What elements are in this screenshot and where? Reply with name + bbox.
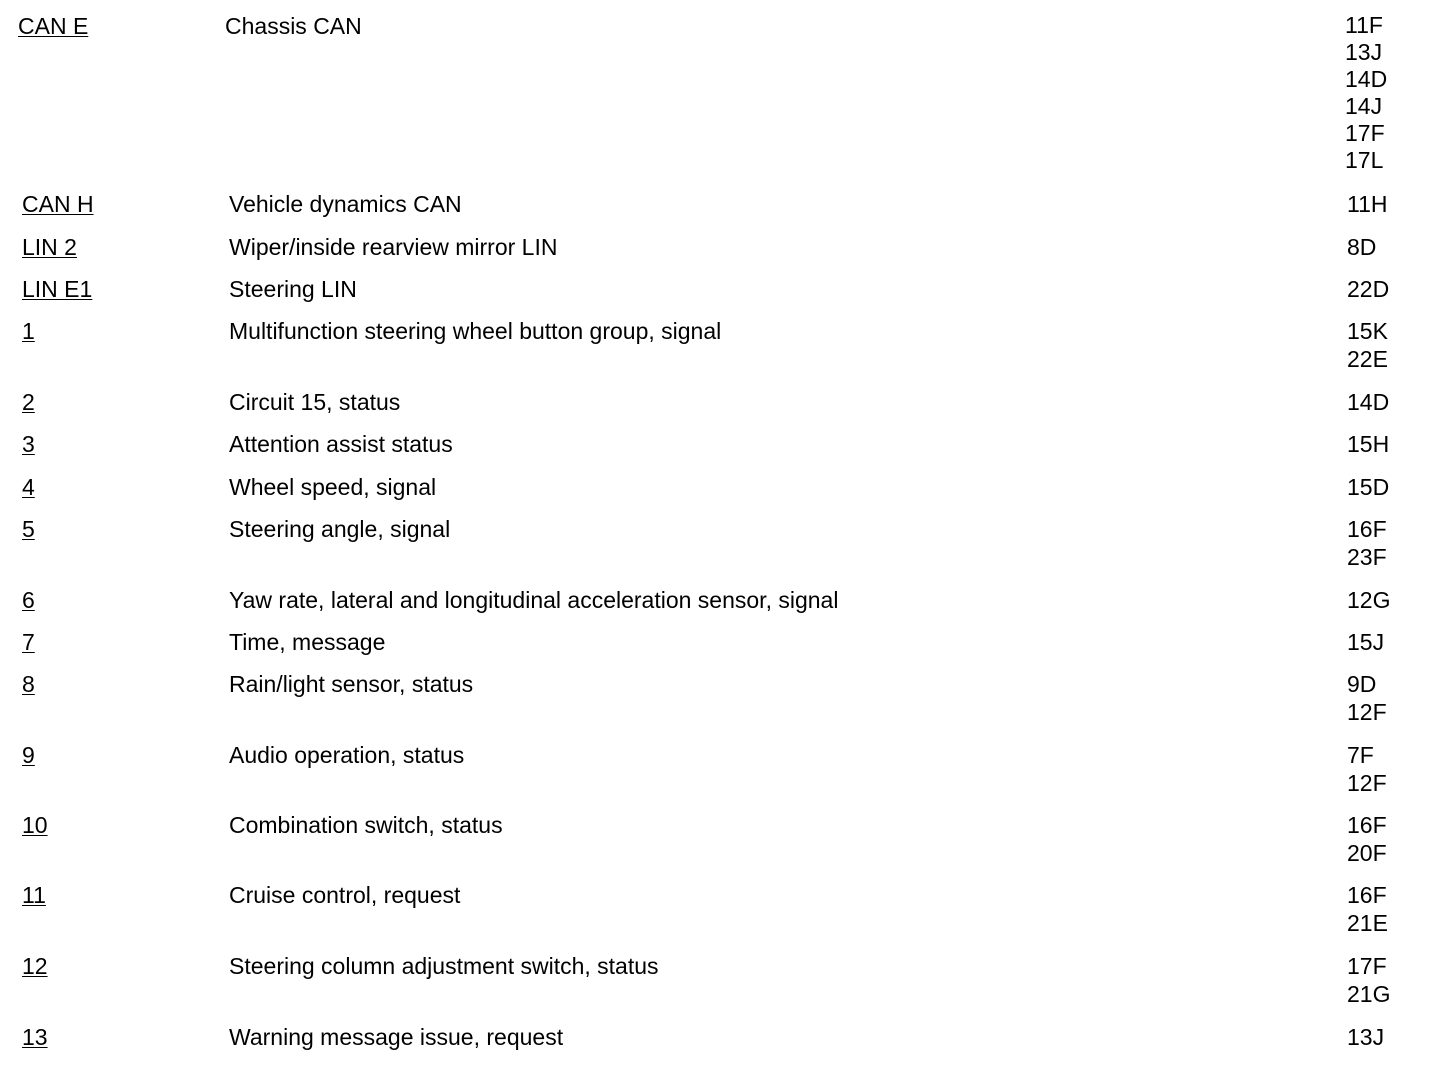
signal-description: Combination switch, status — [229, 812, 503, 838]
signal-code-link[interactable]: 4 — [22, 474, 35, 500]
grid-reference: 21E — [1347, 910, 1388, 936]
grid-reference: 15J — [1347, 629, 1385, 655]
signal-code-link[interactable]: CAN E — [18, 13, 89, 39]
grid-reference: 11F — [1345, 12, 1383, 38]
grid-references — [1345, 12, 1387, 174]
grid-references — [1347, 275, 1389, 303]
grid-references — [1347, 952, 1390, 1008]
signal-code-link[interactable]: 13 — [22, 1024, 48, 1050]
signal-code-link[interactable]: LIN E1 — [22, 276, 93, 302]
grid-reference: 16F — [1347, 516, 1387, 542]
grid-references — [1347, 233, 1376, 261]
signal-code-link[interactable]: 6 — [22, 587, 35, 613]
grid-reference: 15H — [1347, 431, 1390, 457]
grid-reference: 13J — [1345, 39, 1383, 65]
grid-references — [1347, 473, 1389, 501]
grid-reference: 16F — [1347, 882, 1387, 908]
grid-reference: 21G — [1347, 981, 1391, 1007]
signal-description: Steering column adjustment switch, status — [229, 953, 659, 979]
grid-reference: 14D — [1347, 389, 1390, 415]
signal-description: Multifunction steering wheel button group, signal — [229, 318, 722, 344]
grid-references — [1347, 430, 1389, 458]
grid-reference: 15K — [1347, 318, 1388, 344]
grid-references — [1347, 741, 1387, 797]
grid-references — [1347, 190, 1388, 218]
grid-references — [1347, 317, 1388, 373]
signal-description: Time, message — [229, 629, 386, 655]
grid-reference: 14J — [1345, 93, 1383, 119]
grid-reference: 8D — [1347, 234, 1377, 260]
grid-reference: 22E — [1347, 346, 1388, 372]
grid-references — [1347, 670, 1387, 726]
grid-reference: 16F — [1347, 812, 1387, 838]
signal-description: Warning message issue, request — [229, 1024, 564, 1050]
signal-description: Wheel speed, signal — [229, 474, 437, 500]
signal-code-link[interactable]: 12 — [22, 953, 48, 979]
grid-reference: 14D — [1345, 66, 1388, 92]
signal-description: Circuit 15, status — [229, 389, 401, 415]
signal-code-link[interactable]: CAN H — [22, 191, 94, 217]
signal-code-link[interactable]: 7 — [22, 629, 35, 655]
grid-reference: 12F — [1347, 770, 1387, 796]
grid-references — [1347, 586, 1390, 614]
signal-description: Yaw rate, lateral and longitudinal acceleration sensor, signal — [229, 587, 839, 613]
grid-reference: 11H — [1347, 191, 1388, 217]
grid-references — [1347, 811, 1387, 867]
signal-description: Steering angle, signal — [229, 516, 451, 542]
grid-reference: 12F — [1347, 699, 1387, 725]
grid-references — [1347, 1023, 1384, 1051]
grid-reference: 15D — [1347, 474, 1390, 500]
signal-description: Audio operation, status — [229, 742, 465, 768]
signal-code-link[interactable]: 2 — [22, 389, 35, 415]
grid-reference: 17F — [1345, 120, 1385, 146]
grid-references — [1347, 388, 1389, 416]
signal-description: Cruise control, request — [229, 882, 461, 908]
grid-reference: 12G — [1347, 587, 1391, 613]
grid-reference: 13J — [1347, 1024, 1385, 1050]
signal-description: Rain/light sensor, status — [229, 671, 474, 697]
signal-code-link[interactable]: 3 — [22, 431, 35, 457]
grid-reference: 9D — [1347, 671, 1377, 697]
signal-code-link[interactable]: 5 — [22, 516, 35, 542]
signal-description: Steering LIN — [229, 276, 357, 302]
signal-description: Chassis CAN — [225, 13, 362, 39]
grid-reference: 20F — [1347, 840, 1387, 866]
grid-references — [1347, 628, 1384, 656]
grid-reference: 23F — [1347, 544, 1387, 570]
signal-code-link[interactable]: LIN 2 — [22, 234, 77, 260]
grid-references — [1347, 515, 1387, 571]
grid-reference: 22D — [1347, 276, 1390, 302]
signal-description: Wiper/inside rearview mirror LIN — [229, 234, 558, 260]
signal-code-link[interactable]: 9 — [22, 742, 35, 768]
signal-description: Vehicle dynamics CAN — [229, 191, 462, 217]
signal-code-link[interactable]: 8 — [22, 671, 35, 697]
signal-code-link[interactable]: 10 — [22, 812, 48, 838]
signal-description: Attention assist status — [229, 431, 453, 457]
grid-references — [1347, 881, 1388, 937]
grid-reference: 17F — [1347, 953, 1387, 979]
grid-reference: 7F — [1347, 742, 1374, 768]
signal-code-link[interactable]: 11 — [22, 882, 46, 908]
signal-code-link[interactable]: 1 — [22, 318, 35, 344]
grid-reference: 17L — [1345, 147, 1384, 173]
